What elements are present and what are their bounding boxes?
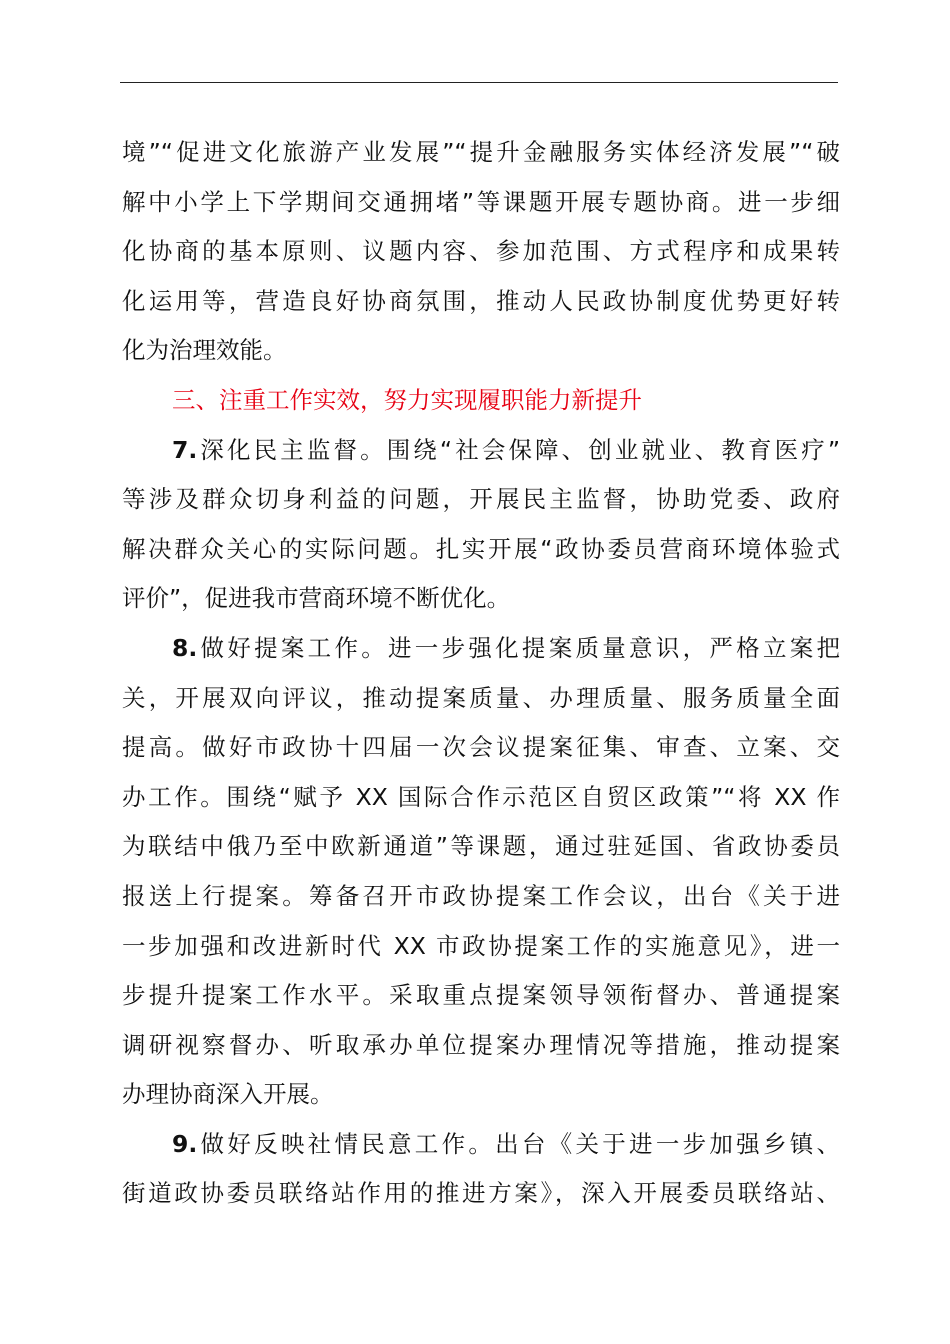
body-line: 提高。做好市政协十四届一次会议提案征集、审查、立案、交 <box>122 733 840 762</box>
body-line: 一步加强和改进新时代 XX 市政协提案工作的实施意见》，进一 <box>122 931 840 960</box>
body-line: 化运用等，营造良好协商氛围，推动人民政协制度优势更好转 <box>122 286 840 315</box>
body-line: 等涉及群众切身利益的问题，开展民主监督，协助党委、政府 <box>122 485 840 514</box>
paragraph-8-first-line <box>122 624 840 674</box>
body-line: 报送上行提案。筹备召开市政协提案工作会议，出台《关于进 <box>122 881 840 910</box>
item-number-7: 7. <box>172 435 198 464</box>
body-line: 办理协商深入开展。 <box>122 1080 334 1109</box>
body-line: 解决群众关心的实际问题。扎实开展“政协委员营商环境体验式 <box>122 534 840 563</box>
body-line: 街道政协委员联络站作用的推进方案》，深入开展委员联络站、 <box>122 1179 840 1208</box>
paragraph-9-text: 做好反映社情民意工作。出台《关于进一步加强乡镇、 <box>197 1129 840 1158</box>
item-number-8: 8. <box>172 633 198 662</box>
body-line: 办工作。围绕“赋予 XX 国际合作示范区自贸区政策”“将 XX 作 <box>122 782 840 811</box>
body-line: 化为治理效能。 <box>122 336 287 365</box>
header-rule <box>120 82 838 83</box>
body-line: 为联结中俄乃至中欧新通道”等课题，通过驻延国、省政协委员 <box>122 832 840 861</box>
paragraph-8-text: 做好提案工作。进一步强化提案质量意识，严格立案把 <box>197 633 840 662</box>
body-line: 化协商的基本原则、议题内容、参加范围、方式程序和成果转 <box>122 237 840 266</box>
body-line: 步提升提案工作水平。采取重点提案领导领衔督办、普通提案 <box>122 981 840 1010</box>
item-number-9: 9. <box>172 1129 198 1158</box>
body-line: 调研视察督办、听取承办单位提案办理情况等措施，推动提案 <box>122 1030 840 1059</box>
paragraph-7-first-line <box>122 426 840 476</box>
section-heading: 三、注重工作实效，努力实现履职能力新提升 <box>172 385 642 414</box>
document-body <box>122 128 840 1219</box>
body-line: 评价”，促进我市营商环境不断优化。 <box>122 584 511 613</box>
paragraph-9-first-line <box>122 1120 840 1170</box>
body-line: 境”“促进文化旅游产业发展”“提升金融服务实体经济发展”“破 <box>122 138 840 166</box>
body-line: 关，开展双向评议，推动提案质量、办理质量、服务质量全面 <box>122 683 840 712</box>
body-line: 解中小学上下学期间交通拥堵”等课题开展专题协商。进一步细 <box>122 187 840 216</box>
paragraph-7-text: 深化民主监督。围绕“社会保障、创业就业、教育医疗” <box>197 435 840 464</box>
